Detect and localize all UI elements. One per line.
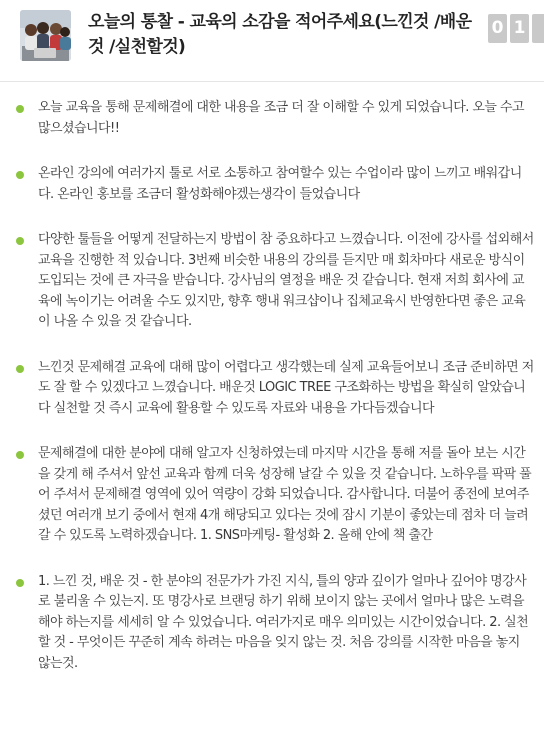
comment-item	[0, 164, 544, 205]
comment-list	[0, 98, 544, 699]
comment-text: 1. 느낀 것, 배운 것 - 한 분야의 전문가가 가진 지식, 틀의 양과 깊이가 얼마나 깊어야 명강사로 불리울 수 있는지. 또 명강사로 브랜딩 하기 위해 보이지 않는 곳에서 얼마나 많은 노력을 해야 하는지를 세세히 알 수 있었습니다. 여러가지로 매우 의미있는 시간이었습니다. 2. 실천할 것 - 무엇이든 꾸준히 계속 하려는 마음을 잊지 않는 것. 처음 강의를 시작한 마음을 놓지 않는것.	[38, 573, 529, 671]
comment-item	[0, 444, 544, 547]
counter-digit	[532, 14, 544, 43]
response-counter	[488, 14, 544, 43]
counter-digit: 1	[510, 14, 529, 43]
bullet-icon	[16, 579, 24, 587]
comment-text: 온라인 강의에 여러가지 툴로 서로 소통하고 참여할수 있는 수업이라 많이 느끼고 배워갑니다. 온라인 홍보를 조금더 활성화해야겠는생각이 들었습니다	[38, 166, 522, 202]
page-title: 오늘의 통찰 - 교육의 소감을 적어주세요(느낀것 /배운것 /실천할것)	[88, 12, 472, 57]
counter-digit: 0	[488, 14, 507, 43]
bullet-icon	[16, 365, 24, 373]
comment-item	[0, 572, 544, 675]
comment-text: 다양한 툴들을 어떻게 전달하는지 방법이 참 중요하다고 느꼈습니다. 이전에 강사를 섭외해서 교육을 진행한 적 있습니다. 3번째 비슷한 내용의 강의를 듣지만 매 회차마다 새로운 방식이 도입되는 것에 큰 자극을 받습니다. 강사님의 열정을 배운 것 같습니다. 현재 저희 회사에 교육에 녹이기는 어려울 수도 있지만, 향후 행내 워크샵이나 집체교육시 반영한다면 좋은 교육이 나올 수 있을 것 같습니다.	[38, 232, 534, 329]
comment-text: 오늘 교육을 통해 문제해결에 대한 내용을 조금 더 잘 이해할 수 있게 되었습니다. 오늘 수고많으셨습니다!!	[38, 100, 525, 136]
bullet-icon	[16, 451, 24, 459]
bullet-icon	[16, 171, 24, 179]
comment-item	[0, 98, 544, 139]
bullet-icon	[16, 105, 24, 113]
comment-text: 문제해결에 대한 분야에 대해 알고자 신청하였는데 마지막 시간을 통해 저를 돌아 보는 시간을 갖게 해 주셔서 앞선 교육과 함께 더욱 성장해 날갈 수 있을 것 같습니다. 노하우를 팍팍 풀어 주셔서 문제해결 영역에 있어 역량이 강화 되었습니다. 감사합니다. 더불어 종전에 보여주셨던 여러개 보기 중에서 현재 4개 해당되고 있다는 것에 잠시 기분이 좋았는데 점차 더 늘려 갈 수 있도록 노력하겠습니다. 1. SNS마케팅- 활성화 2. 올해 안에 책 출간	[38, 446, 532, 543]
comment-item	[0, 358, 544, 420]
comment-item	[0, 230, 544, 333]
comment-text: 느낀것 문제해결 교육에 대해 많이 어렵다고 생각했는데 실제 교육들어보니 조금 준비하면 저도 잘 할 수 있겠다고 느꼈습니다. 배운것 LOGIC TREE 구조화하는 방법을 확실히 알았습니다 실천할 것 즉시 교육에 활용할 수 있도록 자료와 내용을 가다듬겠습니다	[38, 359, 534, 416]
bullet-icon	[16, 237, 24, 245]
thumbnail-image	[20, 10, 71, 61]
group-photo-image	[20, 10, 71, 61]
header	[0, 0, 544, 82]
